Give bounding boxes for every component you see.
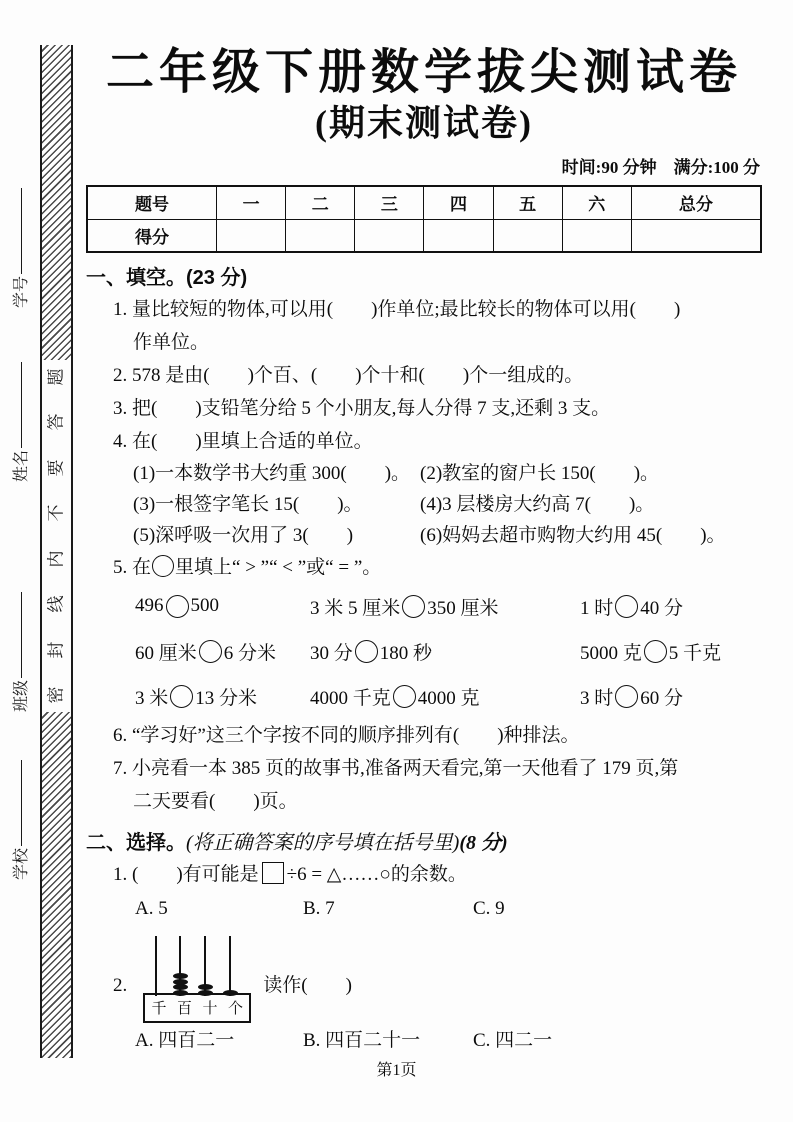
time-score-info: 时间:90 分钟 满分:100 分 xyxy=(561,157,760,177)
compare-circle-icon xyxy=(166,595,189,618)
compare-circle-icon xyxy=(355,640,378,663)
score-table-empty-cell xyxy=(493,219,562,252)
comparison-right: 180 秒 xyxy=(379,642,433,664)
question-5-post: 里填上“ > ”“ < ”或“ = ”。 xyxy=(175,556,382,578)
option-c: C. 9 xyxy=(473,897,505,919)
comparison-item xyxy=(135,629,310,674)
abacus-bead xyxy=(173,973,188,979)
question-4-subitem: (5)深呼吸一次用了 3( ) xyxy=(133,524,354,546)
score-table-cell: 得分 xyxy=(87,219,217,252)
score-table-cell: 总分 xyxy=(631,186,761,220)
option-b: B. 7 xyxy=(303,897,335,919)
section-two-heading xyxy=(86,828,762,858)
comparison-right: 5 千克 xyxy=(668,642,722,664)
comparison-grid xyxy=(135,584,762,719)
s2q2-number: 2. xyxy=(113,974,128,996)
seal-char: 内 xyxy=(46,550,66,568)
score-table-cell: 四 xyxy=(424,186,493,220)
school-blank xyxy=(20,760,22,846)
abacus-rod-thousands xyxy=(155,936,157,996)
seal-char: 题 xyxy=(46,368,66,386)
comparison-right: 4000 克 xyxy=(417,687,480,709)
comparison-right: 500 xyxy=(190,595,219,617)
section-two-heading-main: 二、选择。 xyxy=(86,831,186,854)
comparison-item xyxy=(310,674,580,719)
comparison-left: 496 xyxy=(135,595,164,617)
score-table-header-row xyxy=(87,186,761,220)
abacus-label-hundreds: 百 xyxy=(176,1001,192,1018)
question-4: 4. 在( )里填上合适的单位。 xyxy=(113,430,373,452)
score-table-empty-cell xyxy=(562,219,631,252)
score-table-cell: 五 xyxy=(493,186,562,220)
comparison-item xyxy=(310,629,580,674)
seal-band xyxy=(40,45,73,1058)
comparison-item xyxy=(580,629,762,674)
comparison-item xyxy=(310,584,580,629)
question-4-subitems xyxy=(133,458,762,551)
seal-line-text xyxy=(42,360,71,712)
score-table-cell: 六 xyxy=(562,186,631,220)
comparison-left: 4000 千克 xyxy=(310,687,391,709)
seal-char: 不 xyxy=(46,504,66,522)
score-table-empty-cell xyxy=(355,219,424,252)
seal-char: 答 xyxy=(46,413,66,431)
comparison-left: 60 厘米 xyxy=(135,642,197,664)
class-label: 班级 xyxy=(13,679,30,712)
question-4-subitem: (2)教室的窗户长 150( )。 xyxy=(420,462,660,484)
comparison-item xyxy=(580,584,762,629)
comparison-right: 350 厘米 xyxy=(427,597,499,619)
section-two-heading-points: (8 分) xyxy=(459,831,508,854)
score-table xyxy=(86,185,762,253)
compare-circle-icon xyxy=(615,685,638,708)
compare-circle-icon xyxy=(402,595,425,618)
seal-char: 要 xyxy=(46,459,66,477)
section-two-heading-note: (将正确答案的序号填在括号里) xyxy=(186,831,460,854)
paper-content xyxy=(86,46,762,1057)
comparison-item xyxy=(135,584,310,629)
s2q2-options xyxy=(135,1024,762,1057)
abacus-label-tens: 十 xyxy=(202,1001,218,1018)
compare-circle-icon xyxy=(615,595,638,618)
comparison-left: 5000 克 xyxy=(580,642,642,664)
question-4-subitem: (3)一根签字笔长 15( )。 xyxy=(133,493,363,515)
question-4-subitem: (1)一本数学书大约重 300( )。 xyxy=(133,462,411,484)
section-two-question-2 xyxy=(113,929,762,1023)
question-7-line2: 二天要看( )页。 xyxy=(133,790,298,812)
page-subtitle: (期末测试卷) xyxy=(315,102,533,143)
score-table-empty-cell xyxy=(286,219,355,252)
comparison-right: 13 分米 xyxy=(195,687,258,709)
question-5-pre: 5. 在 xyxy=(113,556,152,578)
option-a: A. 四百二一 xyxy=(135,1029,235,1051)
compare-circle-icon xyxy=(152,555,174,577)
seal-char: 线 xyxy=(46,595,66,613)
score-table-empty-cell xyxy=(631,219,761,252)
comparison-left: 1 时 xyxy=(580,597,614,619)
s2q1-options xyxy=(135,892,762,925)
comparison-left: 3 时 xyxy=(580,687,614,709)
score-table-cell: 题号 xyxy=(87,186,217,220)
abacus-place-labels xyxy=(143,993,251,1023)
question-6: 6. “学习好”这三个字按不同的顺序排列有( )种排法。 xyxy=(113,724,580,746)
abacus-bead xyxy=(173,984,188,990)
comparison-item xyxy=(580,674,762,719)
student-name-label: 姓名 xyxy=(13,449,30,482)
question-3: 3. 把( )支铅笔分给 5 个小朋友,每人分得 7 支,还剩 3 支。 xyxy=(113,397,611,419)
school-label: 学校 xyxy=(13,847,30,880)
option-a: A. 5 xyxy=(135,897,168,919)
abacus-bead xyxy=(173,979,188,985)
class-field xyxy=(8,592,31,712)
student-name-field xyxy=(8,362,31,482)
seal-hatch-top xyxy=(42,45,71,360)
page-number: 第1页 xyxy=(376,1062,417,1079)
page-title: 二年级下册数学拔尖测试卷 xyxy=(105,46,742,99)
abacus xyxy=(143,929,251,1023)
option-b: B. 四百二十一 xyxy=(303,1029,421,1051)
dividend-box-icon xyxy=(262,862,284,884)
comparison-right: 6 分米 xyxy=(223,642,277,664)
score-table-cell: 三 xyxy=(355,186,424,220)
score-table-cell: 二 xyxy=(286,186,355,220)
abacus-label-thousands: 千 xyxy=(151,1001,167,1018)
section-one-heading: 一、填空。(23 分) xyxy=(86,266,248,289)
school-field xyxy=(8,760,31,880)
student-number-blank xyxy=(20,188,22,274)
question-2: 2. 578 是由( )个百、( )个十和( )个一组成的。 xyxy=(113,364,584,386)
abacus-rod-ones xyxy=(229,936,231,996)
score-table-cell: 一 xyxy=(217,186,286,220)
s2q1-post: ÷6 = △……○的余数。 xyxy=(286,863,467,885)
abacus-rod-tens xyxy=(204,936,206,996)
abacus-label-ones: 个 xyxy=(227,1001,243,1018)
abacus-bead xyxy=(198,984,213,990)
student-number-label: 学号 xyxy=(13,275,30,308)
question-4-subitem: (6)妈妈去超市购物大约用 45( )。 xyxy=(420,524,726,546)
seal-char: 封 xyxy=(46,641,66,659)
question-4-subitem: (4)3 层楼房大约高 7( )。 xyxy=(420,493,655,515)
section-two-question-1 xyxy=(86,858,762,891)
student-name-blank xyxy=(20,362,22,448)
comparison-item xyxy=(135,674,310,719)
comparison-left: 3 米 xyxy=(135,687,169,709)
question-7-line1: 7. 小亮看一本 385 页的故事书,准备两天看完,第一天他看了 179 页,第 xyxy=(113,757,679,779)
s2q2-caption: 读作( ) xyxy=(263,974,352,996)
compare-circle-icon xyxy=(170,685,193,708)
student-number-field xyxy=(8,188,31,308)
comparison-left: 30 分 xyxy=(310,642,353,664)
compare-circle-icon xyxy=(393,685,416,708)
s2q1-pre: 1. ( )有可能是 xyxy=(113,863,259,885)
question-1-line1: 1. 量比较短的物体,可以用( )作单位;最比较长的物体可以用( ) xyxy=(113,298,681,320)
comparison-left: 3 米 5 厘米 xyxy=(310,597,401,619)
compare-circle-icon xyxy=(199,640,222,663)
comparison-right: 60 分 xyxy=(640,687,684,709)
abacus-rod-hundreds xyxy=(179,936,181,996)
score-table-empty-cell xyxy=(424,219,493,252)
question-5 xyxy=(86,551,762,584)
question-1-line2: 作单位。 xyxy=(133,331,210,353)
class-blank xyxy=(20,592,22,678)
score-table-score-row xyxy=(87,219,761,252)
seal-hatch-bottom xyxy=(42,712,71,1058)
compare-circle-icon xyxy=(644,640,667,663)
option-c: C. 四二一 xyxy=(473,1029,553,1051)
score-table-empty-cell xyxy=(217,219,286,252)
comparison-right: 40 分 xyxy=(640,597,684,619)
seal-char: 密 xyxy=(46,686,66,704)
